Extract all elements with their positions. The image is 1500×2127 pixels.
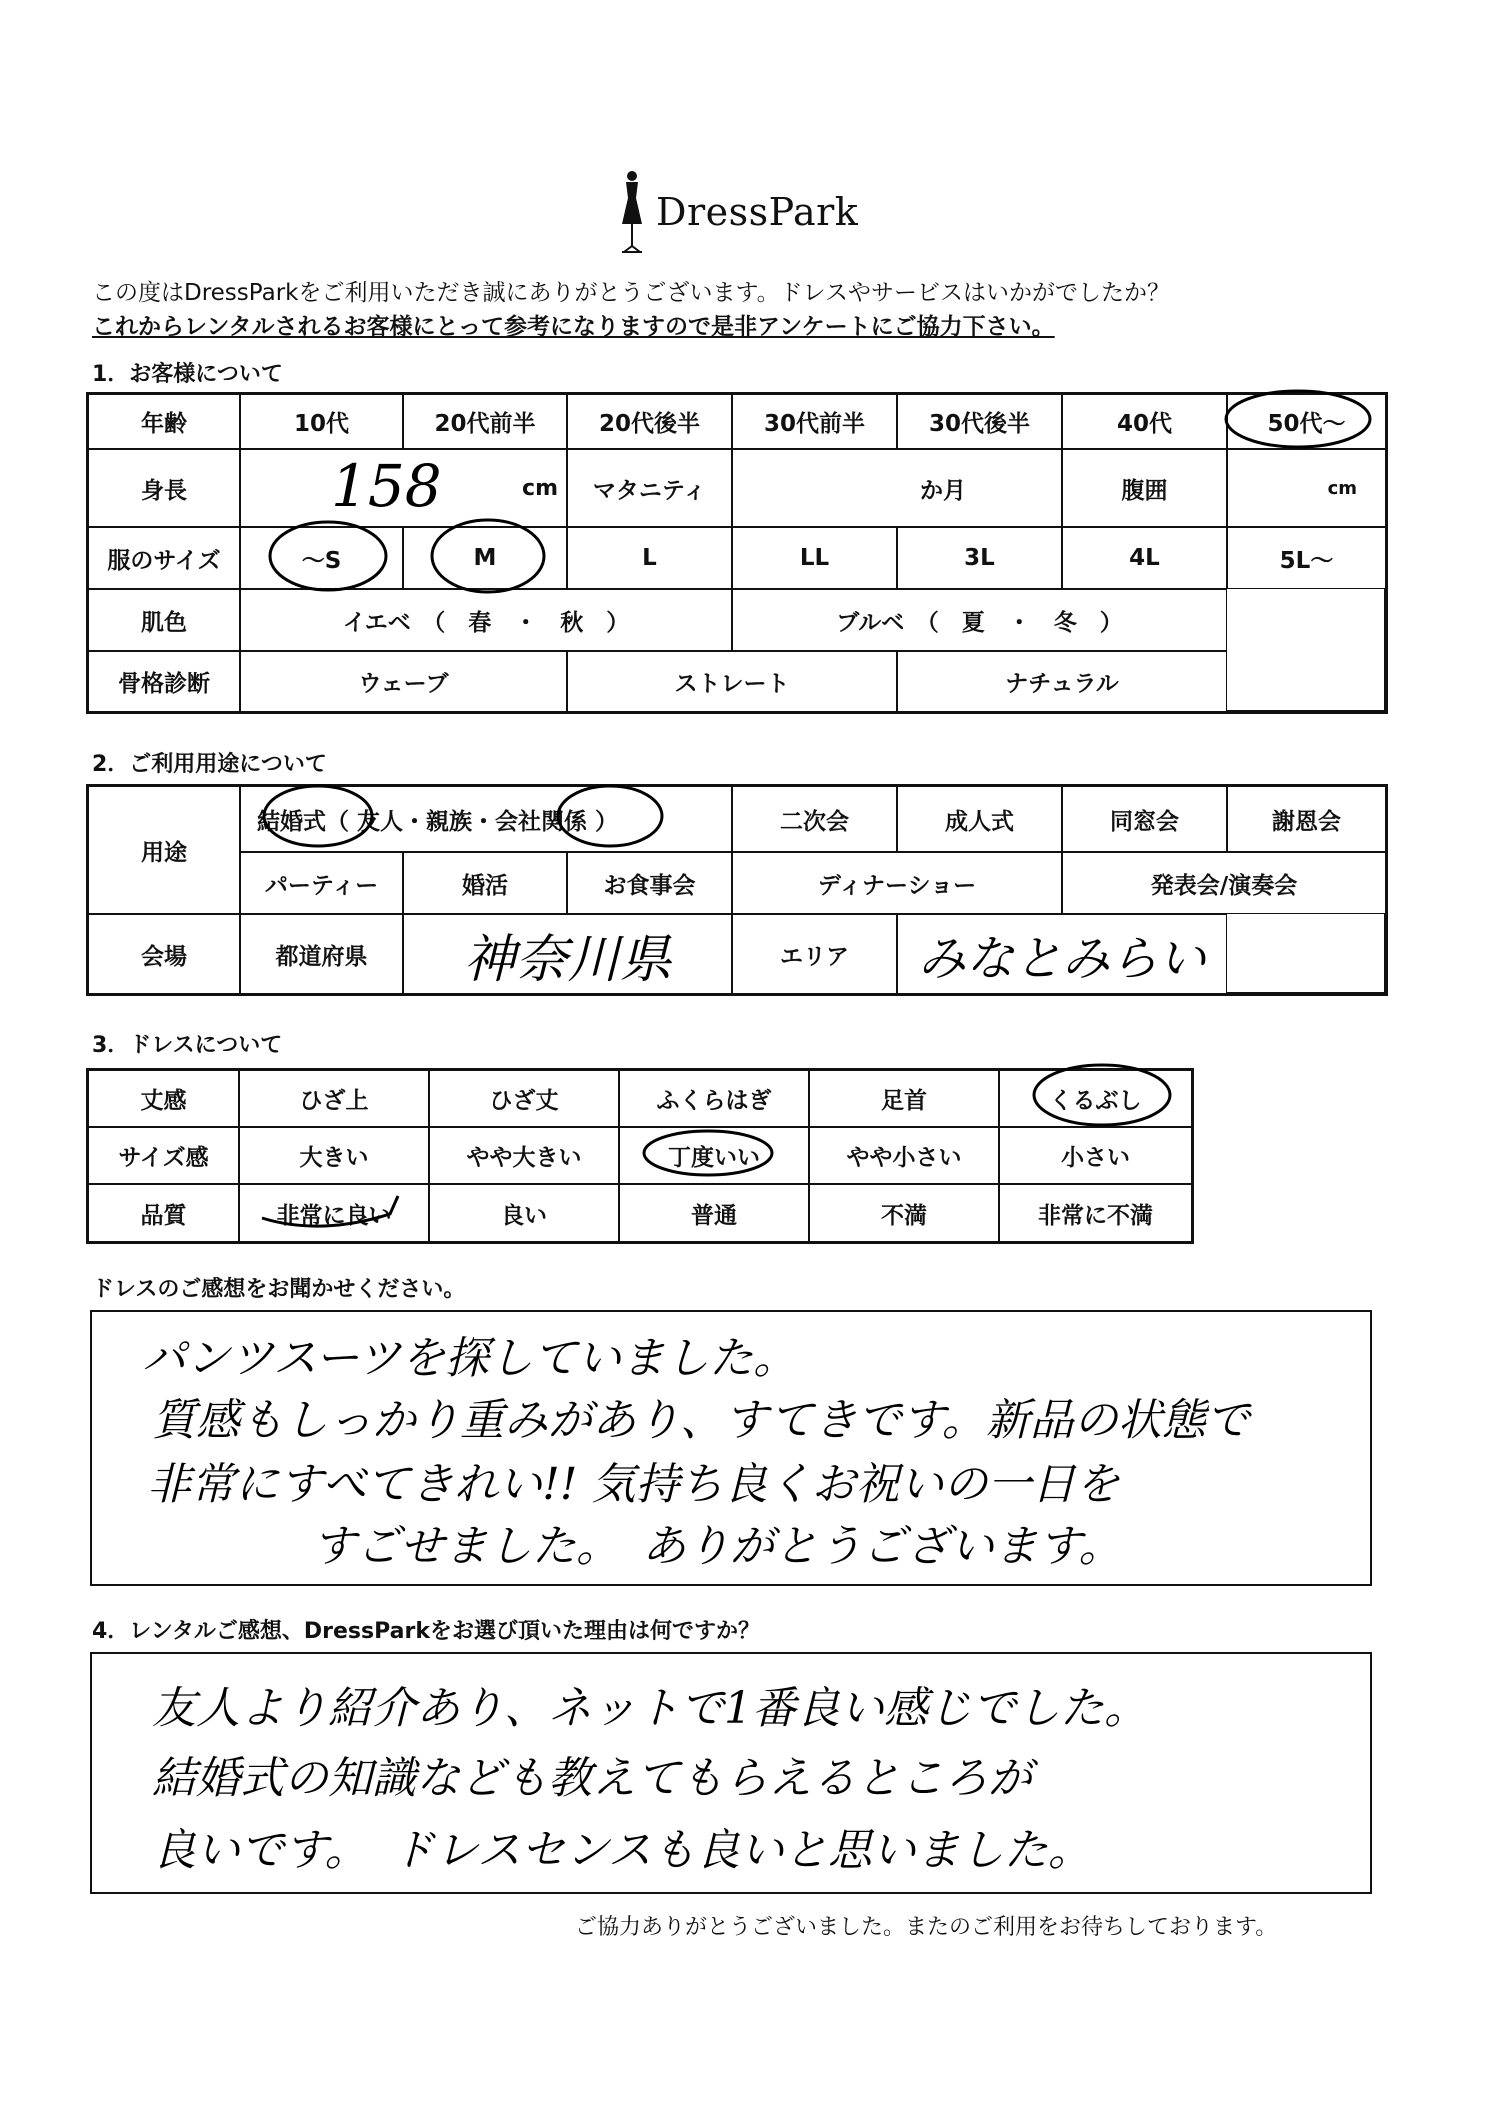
- size-option-5l-plus[interactable]: 5L～: [1227, 527, 1386, 589]
- maternity-label: マタニティ: [567, 449, 732, 527]
- intro-line-1: この度はDressParkをご利用いただき誠にありがとうございます。ドレスやサービスはいかがでしたか？: [92, 280, 1170, 306]
- prefecture-value: 神奈川県: [463, 929, 672, 990]
- fit-label: サイズ感: [88, 1127, 239, 1184]
- quality-very-unsatisfied[interactable]: 非常に不満: [999, 1184, 1192, 1242]
- closing-message: ご協力ありがとうございました。またのご利用をお待ちしております。: [575, 1915, 1278, 1940]
- waist-unit: cm: [1327, 477, 1357, 499]
- length-label: 丈感: [88, 1070, 239, 1127]
- height-label: 身長: [88, 449, 240, 527]
- quality-good[interactable]: 良い: [429, 1184, 619, 1242]
- frame-option-straight[interactable]: ストレート: [567, 651, 897, 712]
- impressions-line-4: すごせました。 ありがとうございます。: [312, 1521, 1123, 1572]
- purpose-after-party[interactable]: 二次会: [732, 786, 897, 852]
- purpose-recital[interactable]: 発表会/演奏会: [1062, 852, 1386, 914]
- waist-label: 腹囲: [1062, 449, 1227, 527]
- frame-label: 骨格診断: [88, 651, 240, 712]
- quality-very-good[interactable]: 非常に良い: [239, 1184, 429, 1242]
- purpose-coming-of-age[interactable]: 成人式: [897, 786, 1062, 852]
- impressions-title: ドレスのご感想をお聞かせください。: [92, 1277, 466, 1302]
- waist-field[interactable]: [1227, 449, 1386, 527]
- size-option-ll[interactable]: LL: [732, 527, 897, 589]
- age-option-early-20s[interactable]: 20代前半: [403, 394, 567, 449]
- size-option-3l[interactable]: 3L: [897, 527, 1062, 589]
- length-knee[interactable]: ひざ丈: [429, 1070, 619, 1127]
- purpose-label: 用途: [88, 786, 240, 914]
- quality-unsatisfied[interactable]: 不満: [809, 1184, 999, 1242]
- skin-label: 肌色: [88, 589, 240, 651]
- brand-logo: [612, 168, 912, 258]
- intro: [92, 276, 1170, 344]
- prefecture-label: 都道府県: [240, 914, 403, 994]
- area-value: みなとみらい: [917, 930, 1206, 987]
- reasons-line-2: 結婚式の知識なども教えてもらえるところが: [152, 1753, 1032, 1804]
- age-label: 年齢: [88, 394, 240, 449]
- reasons-line-3: 良いです。 ドレスセンスも良いと思いました。: [152, 1825, 1092, 1876]
- purpose-dinner-show[interactable]: ディナーショー: [732, 852, 1062, 914]
- height-unit: cm: [522, 475, 558, 501]
- fit-slightly-small[interactable]: やや小さい: [809, 1127, 999, 1184]
- size-option-4l[interactable]: 4L: [1062, 527, 1227, 589]
- intro-line-2: これからレンタルされるお客様にとって参考になりますので是非アンケートにご協力下さい。: [92, 314, 1055, 340]
- frame-option-natural[interactable]: ナチュラル: [897, 651, 1227, 712]
- dress-form-icon: [612, 168, 652, 258]
- brand-name: DressPark: [656, 190, 859, 234]
- section-1-title: 1．お客様について: [92, 362, 283, 387]
- purpose-party[interactable]: パーティー: [240, 852, 403, 914]
- impressions-line-2: 質感もしっかり重みがあり、すてきです。新品の状態で: [152, 1395, 1250, 1446]
- section-2-title: 2．ご利用用途について: [92, 752, 327, 777]
- length-calf[interactable]: ふくらはぎ: [619, 1070, 809, 1127]
- age-option-late-30s[interactable]: 30代後半: [897, 394, 1062, 449]
- maternity-unit: か月: [920, 477, 966, 504]
- length-anklebone[interactable]: くるぶし: [999, 1070, 1192, 1127]
- reasons-title: 4．レンタルご感想、DressParkをお選び頂いた理由は何ですか？: [92, 1619, 760, 1644]
- quality-average[interactable]: 普通: [619, 1184, 809, 1242]
- area-label: エリア: [732, 914, 897, 994]
- age-option-early-30s[interactable]: 30代前半: [732, 394, 897, 449]
- venue-label: 会場: [88, 914, 240, 994]
- reasons-line-1: 友人より紹介あり、ネットで1番良い感じでした。: [152, 1683, 1148, 1734]
- size-option-l[interactable]: L: [567, 527, 732, 589]
- purpose-dinner[interactable]: お食事会: [567, 852, 732, 914]
- impressions-box[interactable]: [90, 1310, 1372, 1586]
- frame-option-wave[interactable]: ウェーブ: [240, 651, 567, 712]
- section-3-title: 3．ドレスについて: [92, 1033, 283, 1058]
- size-option-m[interactable]: M: [403, 527, 567, 589]
- fit-slightly-large[interactable]: やや大きい: [429, 1127, 619, 1184]
- length-above-knee[interactable]: ひざ上: [239, 1070, 429, 1127]
- age-option-late-20s[interactable]: 20代後半: [567, 394, 732, 449]
- age-option-50s-plus[interactable]: 50代～: [1227, 394, 1386, 449]
- skin-yellow-base[interactable]: イエベ （ 春 ・ 秋 ）: [240, 589, 732, 651]
- size-label: 服のサイズ: [88, 527, 240, 589]
- purpose-konkatsu[interactable]: 婚活: [403, 852, 567, 914]
- maternity-field[interactable]: [732, 449, 1062, 527]
- area-field[interactable]: [897, 914, 1227, 994]
- fit-large[interactable]: 大きい: [239, 1127, 429, 1184]
- prefecture-field[interactable]: [403, 914, 732, 994]
- impressions-line-3: 非常にすべてきれい!! 気持ち良くお祝いの一日を: [147, 1459, 1120, 1510]
- size-option-s[interactable]: ～S: [240, 527, 403, 589]
- purpose-thank-you-party[interactable]: 謝恩会: [1227, 786, 1386, 852]
- fit-small[interactable]: 小さい: [999, 1127, 1192, 1184]
- height-field[interactable]: [240, 449, 567, 527]
- age-option-40s[interactable]: 40代: [1062, 394, 1227, 449]
- purpose-reunion[interactable]: 同窓会: [1062, 786, 1227, 852]
- reasons-box[interactable]: [90, 1652, 1372, 1894]
- age-option-10s[interactable]: 10代: [240, 394, 403, 449]
- impressions-line-1: パンツスーツを探していました。: [142, 1333, 798, 1384]
- purpose-wedding[interactable]: 結婚式（ 友人・親族・会社関係 ）: [240, 786, 732, 852]
- skin-blue-base[interactable]: ブルベ （ 夏 ・ 冬 ）: [732, 589, 1227, 651]
- quality-label: 品質: [88, 1184, 239, 1242]
- height-value: 158: [331, 452, 442, 520]
- fit-just-right[interactable]: 丁度いい: [619, 1127, 809, 1184]
- length-ankle[interactable]: 足首: [809, 1070, 999, 1127]
